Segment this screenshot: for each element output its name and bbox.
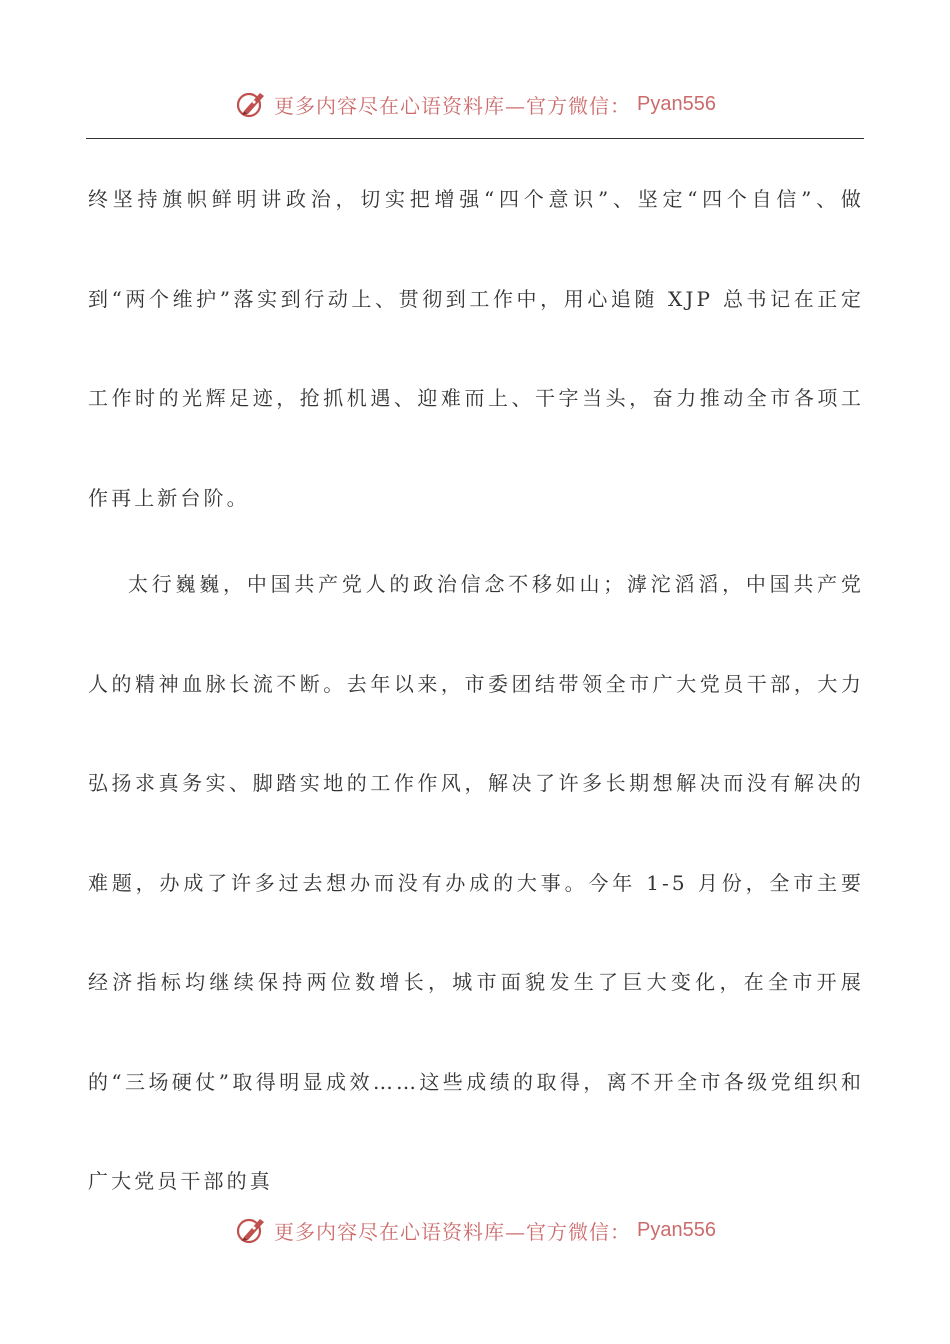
pen-nib-icon	[234, 1213, 268, 1247]
header-wechat-id: Pyan556	[637, 92, 716, 115]
footer-wechat-id: Pyan556	[637, 1218, 716, 1241]
header-brand	[234, 87, 716, 121]
paragraph-1: 终坚持旗帜鲜明讲政治，切实把增强“四个意识”、坚定“四个自信”、做到“两个维护”落实到行动上、贯彻到工作中，用心追随 XJP 总书记在正定工作时的光辉足迹，抢抓机遇、迎难而上、干字当头，奋力推动全市各项工作再上新台阶。	[88, 187, 864, 510]
page-footer	[0, 1210, 950, 1250]
header-divider	[86, 138, 864, 139]
paragraph-2: 太行巍巍，中国共产党人的政治信念不移如山；滹沱滔滔，中国共产党人的精神血脉长流不断。去年以来，市委团结带领全市广大党员干部，大力弘扬求真务实、脚踏实地的工作作风，解决了许多长期想解决而没有解决的难题，办成了许多过去想办而没有办成的大事。今年 1-5 月份，全市主要经济指标均继续保持两位数增长，城市面貌发生了巨大变化，在全市开展的“三场硬仗”取得明显成效……这些成绩的取得，离不开全市各级党组织和广大党员干部的真	[88, 572, 864, 1193]
page-header	[0, 84, 950, 124]
header-brand-text: 更多内容尽在心语资料库—官方微信：	[274, 93, 632, 118]
footer-brand-text: 更多内容尽在心语资料库—官方微信：	[274, 1219, 632, 1244]
pen-nib-icon	[234, 87, 268, 121]
document-body	[88, 150, 864, 1232]
footer-brand	[234, 1213, 716, 1247]
